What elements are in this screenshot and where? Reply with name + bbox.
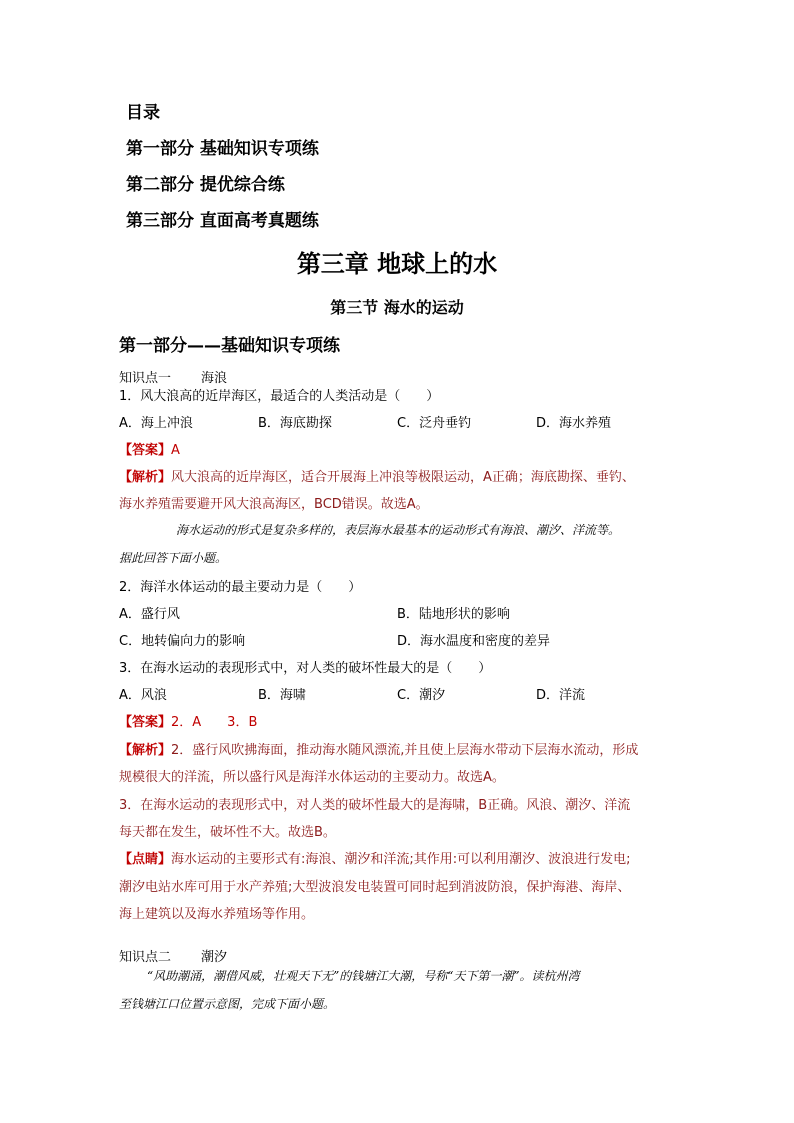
passage-2-line-1: “风助潮涌，潮借风威，壮观天下无”的钱塘江大潮，号称“天下第一潮”。读杭州湾 bbox=[147, 969, 580, 983]
kp-label: 知识点二 bbox=[119, 950, 172, 965]
answer-value: A bbox=[171, 443, 180, 458]
analysis-tag: 【解析】 bbox=[119, 470, 172, 485]
answer-tag: 【答案】 bbox=[119, 715, 172, 730]
question-2-stem: 2．海洋水体运动的最主要动力是（ ） bbox=[119, 580, 362, 595]
q3-option-a: A．风浪 bbox=[119, 688, 167, 703]
q1-answer bbox=[119, 439, 180, 458]
analysis-text: 2．盛行风吹拂海面，推动海水随风漂流,并且使上层海水带动下层海水流动，形成 bbox=[171, 743, 639, 758]
q3-option-c: C．潮汐 bbox=[397, 688, 446, 703]
analysis-tag: 【解析】 bbox=[119, 743, 172, 758]
answer-value: 2．A 3．B bbox=[171, 715, 258, 730]
q23-analysis-line-4: 每天都在发生，破坏性不大。故选B。 bbox=[119, 825, 336, 840]
q1-option-b: B．海底勘探 bbox=[258, 416, 332, 431]
q1-option-c: C．泛舟垂钓 bbox=[397, 416, 472, 431]
point-tag: 【点睛】 bbox=[119, 852, 172, 867]
knowledge-point-2 bbox=[119, 946, 227, 965]
kp-label: 知识点一 bbox=[119, 371, 172, 386]
q1-analysis-line-1 bbox=[119, 466, 635, 485]
q1-option-a: A．海上冲浪 bbox=[119, 416, 193, 431]
chapter-title: 第三章 地球上的水 bbox=[296, 250, 498, 278]
q2-option-c: C．地转偏向力的影响 bbox=[119, 634, 246, 649]
toc-item-3[interactable]: 第三部分 直面高考真题练 bbox=[126, 211, 319, 231]
q23-analysis-line-3: 3．在海水运动的表现形式中，对人类的破坏性最大的是海啸，B正确。风浪、潮汐、洋流 bbox=[119, 798, 631, 813]
q2-option-d: D．海水温度和密度的差异 bbox=[397, 634, 551, 649]
q23-point-line-2: 潮汐电站水库可用于水产养殖;大型波浪发电装置可同时起到消波防浪，保护海港、海岸、 bbox=[119, 880, 631, 895]
part-title: 第一部分——基础知识专项练 bbox=[119, 336, 340, 356]
q23-analysis-line-1 bbox=[119, 739, 638, 758]
kp-name: 潮汐 bbox=[201, 950, 228, 965]
section-title: 第三节 海水的运动 bbox=[330, 298, 464, 317]
kp-name: 海浪 bbox=[201, 371, 228, 386]
question-3-stem: 3．在海水运动的表现形式中，对人类的破坏性最大的是（ ） bbox=[119, 661, 492, 676]
q23-analysis-line-2: 规模很大的洋流，所以盛行风是海洋水体运动的主要动力。故选A。 bbox=[119, 770, 505, 785]
knowledge-point-1 bbox=[119, 367, 227, 386]
question-1-stem: 1．风大浪高的近岸海区，最适合的人类活动是（ ） bbox=[119, 389, 440, 404]
q3-option-b: B．海啸 bbox=[258, 688, 306, 703]
toc-item-2[interactable]: 第二部分 提优综合练 bbox=[126, 175, 285, 195]
passage-1-line-2: 据此回答下面小题。 bbox=[119, 551, 228, 565]
analysis-text: 风大浪高的近岸海区，适合开展海上冲浪等极限运动，A正确；海底勘探、垂钓、 bbox=[171, 470, 635, 485]
q23-answer bbox=[119, 711, 257, 730]
q3-option-d: D．洋流 bbox=[536, 688, 586, 703]
q2-option-a: A．盛行风 bbox=[119, 607, 180, 622]
answer-tag: 【答案】 bbox=[119, 443, 172, 458]
q23-point-line-1 bbox=[119, 848, 631, 867]
point-text: 海水运动的主要形式有:海浪、潮汐和洋流;其作用:可以利用潮汐、波浪进行发电; bbox=[171, 852, 631, 867]
toc-item-1[interactable]: 第一部分 基础知识专项练 bbox=[126, 139, 319, 159]
q23-point-line-3: 海上建筑以及海水养殖场等作用。 bbox=[119, 907, 315, 922]
passage-1-line-1: 海水运动的形式是复杂多样的，表层海水最基本的运动形式有海浪、潮汐、洋流等。 bbox=[176, 523, 621, 537]
passage-2-line-2: 至钱塘江口位置示意图，完成下面小题。 bbox=[119, 997, 336, 1011]
q1-analysis-line-2: 海水养殖需要避开风大浪高海区，BCD错误。故选A。 bbox=[119, 497, 429, 512]
q2-option-b: B．陆地形状的影响 bbox=[397, 607, 510, 622]
toc-title: 目录 bbox=[126, 103, 160, 123]
q1-option-d: D．海水养殖 bbox=[536, 416, 612, 431]
